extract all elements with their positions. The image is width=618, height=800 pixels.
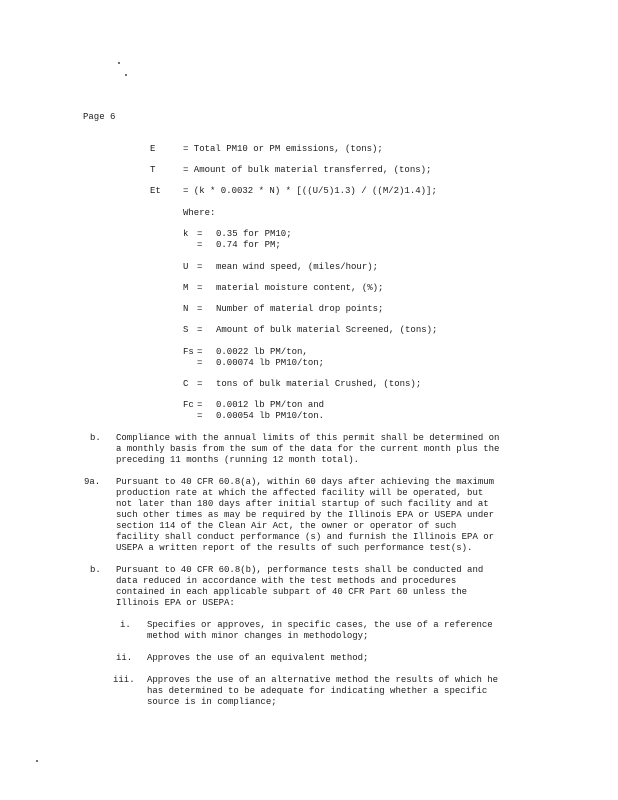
para-9a-line: such other times as may be required by the Illinois EPA or USEPA under — [116, 510, 495, 520]
para-b-line: Compliance with the annual limits of this permit shall be determined on — [116, 433, 500, 443]
para-b-line: preceding 11 months (running 12 month total). — [116, 455, 360, 465]
var-sym-m: M — [183, 283, 189, 293]
item-line: source is in compliance; — [147, 697, 277, 707]
para-9b-line: data reduced in accordance with the test methods and procedures — [116, 576, 457, 586]
para-9b-label: b. — [90, 565, 101, 575]
item-line: Approves the use of an alternative method the results of which he — [147, 675, 499, 685]
para-9a-line: USEPA a written report of the results of such performance test(s). — [116, 543, 473, 553]
para-9a-line: not later than 180 days after initial startup of such facility and at — [116, 499, 489, 509]
var-eq: = — [197, 411, 203, 421]
where-label: Where: — [183, 208, 216, 218]
var-eq: = — [197, 379, 203, 389]
var-val-fc2: 0.00054 lb PM10/ton. — [216, 411, 325, 421]
var-sym-fc: Fc — [183, 400, 194, 410]
var-val-fs2: 0.00074 lb PM10/ton; — [216, 358, 325, 368]
var-eq: = — [197, 400, 203, 410]
item-line: has determined to be adequate for indicating whether a specific — [147, 686, 488, 696]
var-sym-n: N — [183, 304, 189, 314]
var-val-k2: 0.74 for PM; — [216, 240, 281, 250]
var-sym-k: k — [183, 229, 189, 239]
scan-speck — [125, 74, 127, 76]
para-9a-line: facility shall conduct performance (s) and furnish the Illinois EPA or — [116, 532, 495, 542]
def-text-et: = (k * 0.0032 * N) * [((U/5)1.3) / ((M/2)1.4)]; — [183, 186, 437, 196]
var-eq: = — [197, 262, 203, 272]
var-val-m: material moisture content, (%); — [216, 283, 384, 293]
para-9b-line: Illinois EPA or USEPA: — [116, 598, 235, 608]
var-val-n: Number of material drop points; — [216, 304, 384, 314]
def-text-e: = Total PM10 or PM emissions, (tons); — [183, 144, 383, 154]
var-val-fs1: 0.0022 lb PM/ton, — [216, 347, 308, 357]
para-9a-label: 9a. — [84, 477, 101, 487]
para-b-line: a monthly basis from the sum of the data for the current month plus the — [116, 444, 500, 454]
var-sym-u: U — [183, 262, 189, 272]
item-label: iii. — [113, 675, 135, 685]
def-sym-e: E — [150, 144, 156, 154]
var-eq: = — [197, 358, 203, 368]
var-eq: = — [197, 347, 203, 357]
scan-speck — [36, 760, 38, 762]
item-label: ii. — [116, 653, 133, 663]
var-eq: = — [197, 325, 203, 335]
var-val-k1: 0.35 for PM10; — [216, 229, 292, 239]
var-eq: = — [197, 304, 203, 314]
var-eq: = — [197, 283, 203, 293]
def-sym-et: Et — [150, 186, 161, 196]
var-sym-fs: Fs — [183, 347, 194, 357]
para-b-label: b. — [90, 433, 101, 443]
def-text-t: = Amount of bulk material transferred, (tons); — [183, 165, 432, 175]
para-9a-line: production rate at which the affected facility will be operated, but — [116, 488, 484, 498]
var-sym-c: C — [183, 379, 189, 389]
var-sym-s: S — [183, 325, 189, 335]
item-line: method with minor changes in methodology; — [147, 631, 369, 641]
var-val-s: Amount of bulk material Screened, (tons); — [216, 325, 438, 335]
var-eq: = — [197, 240, 203, 250]
var-val-fc1: 0.0012 lb PM/ton and — [216, 400, 325, 410]
var-val-c: tons of bulk material Crushed, (tons); — [216, 379, 422, 389]
item-line: Approves the use of an equivalent method; — [147, 653, 369, 663]
para-9a-line: section 114 of the Clean Air Act, the owner or operator of such — [116, 521, 457, 531]
var-eq: = — [197, 229, 203, 239]
scan-speck — [118, 62, 120, 64]
para-9a-line: Pursuant to 40 CFR 60.8(a), within 60 days after achieving the maximum — [116, 477, 495, 487]
var-val-u: mean wind speed, (miles/hour); — [216, 262, 379, 272]
item-label: i. — [120, 620, 131, 630]
para-9b-line: Pursuant to 40 CFR 60.8(b), performance tests shall be conducted and — [116, 565, 484, 575]
para-9b-line: contained in each applicable subpart of 40 CFR Part 60 unless the — [116, 587, 468, 597]
def-sym-t: T — [150, 165, 156, 175]
item-line: Specifies or approves, in specific cases, the use of a reference — [147, 620, 493, 630]
page-label: Page 6 — [83, 112, 116, 122]
